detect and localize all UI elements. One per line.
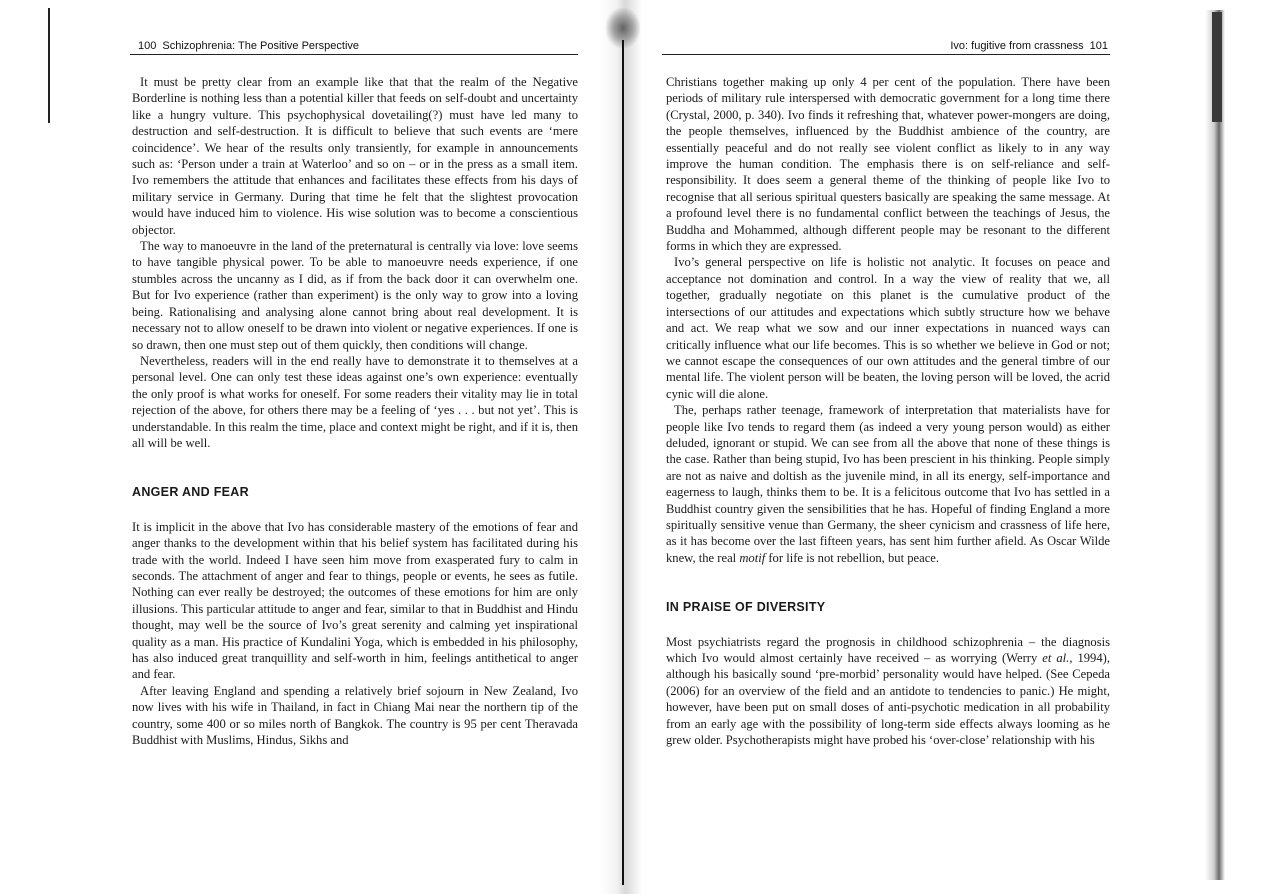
paragraph-text: Most psychiatrists regard the prognosis in childhood schizophrenia – the diagnosis which Ivo would almost certainly have received – as worrying (Werry [666,634,1110,665]
paragraph-text: The, perhaps rather teenage, framework of interpretation that materialists have for people like Ivo tends to regard them (as indeed a very young person would) as either deluded, ignorant or stupid. We can see from all the above that none of these things is the case. Rather than being stupid, Ivo has been prescient in his thinking. People simply are not as naive and doltish as the juvenile mind, in all its energy, self-importance and eagerness to laugh, thinks them to be. It is a felicitous outcome that Ivo has settled in a Buddhist country given the sensibilities that he has. Hopeful of finding England a more spiritually sensitive venue than Germany, the sheer cynicism and crassness of life here, as it has become over the last fifteen years, has sent him further afield. As Oscar Wilde knew, the real [666,403,1110,565]
paragraph: It must be pretty clear from an example like that that the realm of the Negative Borderline is nothing less than a potential killer that feeds on self-doubt and uncertainty like a hungry vulture. This psychophysical dovetailing(?) must have led many to destruction and self-destruction. It is difficult to believe that such events are ‘mere coincidence’. We hear of the results only transiently, for example in announcements such as: ‘Person under a train at Waterloo’ and so on – or in the press as a small item. Ivo remembers the attitude that enhances and facilitates these effects from his days of military service in Germany. During that time he felt that the slightest provocation would have induced him to violence. His wise solution was to become a conscientious objector. [132,75,578,237]
gutter-line [622,40,624,885]
running-head-right [662,38,1110,55]
paragraph [666,634,1110,749]
right-page-body [662,74,1110,748]
left-page [130,38,578,748]
italic-phrase: et al. [1037,651,1070,665]
paragraph: It is implicit in the above that Ivo has considerable mastery of the emotions of fear and anger thanks to the development within that his belief system has facilitated during his trade with the world. Indeed I have seen him move from exasperated fury to calm in seconds. The attachment of anger and fear to things, people or events, he sees as futile. Nothing can ever really be destroyed; the outcomes of these emotions for him are only illusions. This particular attitude to anger and fear, similar to that in Buddhist and Hindu thought, may well be the source of Ivo’s great serenity and calming yet inspirational quality as a man. His practice of Kundalini Yoga, which is embedded in his philosophy, has also induced great tranquillity and self-worth in him, feelings antithetical to anger and fear. [132,519,578,682]
page-number: 101 [1089,40,1108,52]
paragraph: Christians together making up only 4 per cent of the population. There have been periods of military rule interspersed with democratic government for a long time there (Crystal, 2000, p. 340). Ivo finds it refreshing that, whatever power-mongers are doing, the people themselves, influenced by the Buddhist ambience of the country, are essentially peaceful and do not really see violent conflict as likely to in any way improve the human condition. The emphasis there is on self-reliance and self-responsibility. It does seem a general theme of the thinking of people like Ivo to recognise that all serious spiritual questers basically are speaking the same message. At a profound level there is no fundamental conflict between the teachings of Jesus, the Buddha and Mohammed, although different people may be resonant to the different forms in which they are expressed. [666,75,1110,254]
section-heading: IN PRAISE OF DIVERSITY [666,600,826,615]
paragraph [666,402,1110,566]
paragraph-text: , 1994), although his basically sound ‘pre-morbid’ personality would have helped. (See Cepeda (2006) for an overview of the field and an antidote to tendencies to panic.) He might, however, have been put on small doses of anti-psychotic medication in all probability from an early age with the possibility of long-term side effects always looming as he grew older. Psychotherapists might have probed his ‘over-close’ relationship with his [666,651,1110,748]
page-number: 100 [138,40,157,52]
paragraph: After leaving England and spending a relatively brief sojourn in New Zealand, Ivo now lives with his wife in Thailand, in fact in Chiang Mai near the northern tip of the country, some 400 or so miles north of Bangkok. The country is 95 per cent Theravada Buddhist with Muslims, Hindus, Sikhs and [132,683,578,748]
page-edge-shadow [1205,10,1225,880]
paragraph: Nevertheless, readers will in the end really have to demonstrate it to themselves at a personal level. One can only test these ideas against one’s own experience: eventually the only proof is what works for oneself. For some readers their vitality may lie in total rejection of the above, for others there may be a feeling of ‘yes . . . but not yet’. This is understandable. In this realm the time, place and context might be right, and if it is, then all will be well. [132,353,578,450]
paragraph: The way to manoeuvre in the land of the preternatural is centrally via love: love seems to have tangible physical power. To be able to manoeuvre needs experience, if one stumbles across the uncanny as I did, as if from the back door it can overwhelm one. But for Ivo experience (rather than experiment) is the only way to grow into a loving being. Rationalising and analysing alone cannot bring about real development. It is necessary not to allow oneself to be drawn into violent or negative experiences. If one is so drawn, then one must step out of them quickly, then conditions will change. [132,239,578,352]
running-title: Ivo: fugitive from crassness [950,40,1084,52]
running-title: Schizophrenia: The Positive Perspective [162,40,360,52]
paragraph-text: for life is not rebellion, but peace. [765,550,940,565]
running-head-left [130,38,578,55]
right-page [662,38,1110,748]
paragraph: Ivo’s general perspective on life is holistic not analytic. It focuses on peace and acceptance not domination and control. In a way the view of reality that we, all together, gradually negotiate on this planet is the cumulative product of the intersections of our attitudes and expectations which subtly structure how we behave and act. We reap what we sow and our inner expectations in nuanced ways can critically influence what our life becomes. This is so whether we believe in God or not; we cannot escape the consequences of our own attitudes and the general timbre of our mental life. The violent person will be beaten, the loving person will be loved, the acrid cynic will die alone. [666,255,1110,401]
section-heading: ANGER AND FEAR [132,485,249,500]
book-gutter [600,0,642,894]
page-edge-line [48,8,50,123]
page-edge-dark [1212,12,1222,122]
italic-word: motif [739,550,766,565]
left-page-body [130,74,578,748]
